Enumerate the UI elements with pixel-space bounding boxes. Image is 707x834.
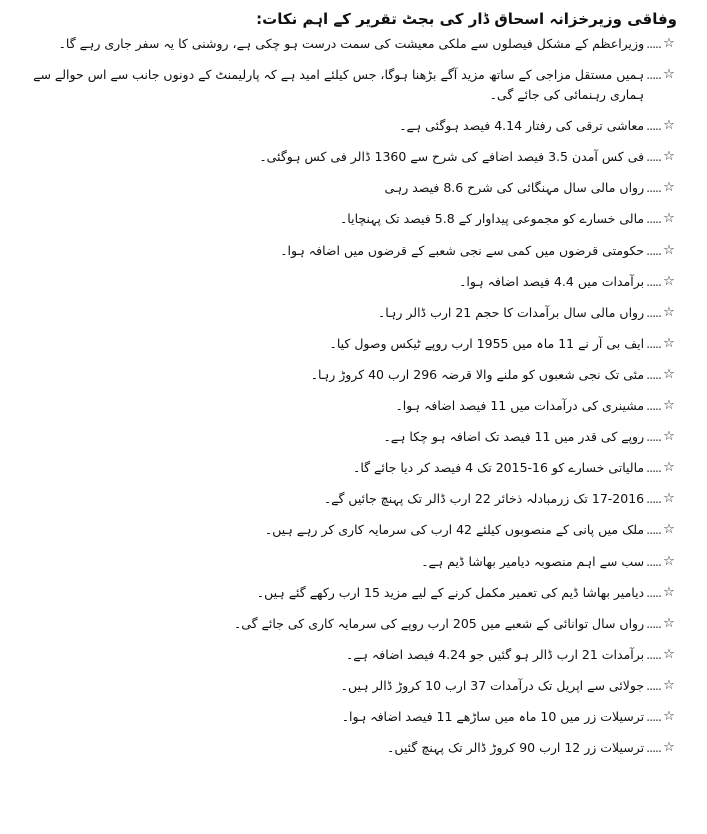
dot-leader: ..... (646, 708, 661, 724)
point-text: برآمدات میں 4.4 فیصد اضافہ ہوا۔ (459, 273, 645, 289)
list-item (14, 65, 677, 105)
list-item (14, 303, 677, 323)
point-text: مئی تک نجی شعبوں کو ملنے والا قرضہ 296 ارب 40 کروڑ رہا۔ (310, 366, 645, 382)
list-item (14, 209, 677, 229)
list-item (14, 334, 677, 354)
point-text: مالی خسارے کو مجموعی پیداوار کے 5.8 فیصد تک پہنچایا۔ (339, 211, 645, 227)
point-text: ایف بی آر نے 11 ماہ میں 1955 ارب روپے ٹیکس وصول کیا۔ (329, 335, 645, 351)
point-text: ملک میں پانی کے منصوبوں کیلئے 42 ارب کی سرمایہ کاری کر رہے ہیں۔ (264, 522, 645, 538)
star-outline-icon: ☆ (663, 335, 675, 351)
dot-leader: ..... (646, 522, 661, 538)
point-text: حکومتی قرضوں میں کمی سے نجی شعبے کے قرضوں میں اضافہ ہوا۔ (280, 242, 645, 258)
point-text: مالیاتی خسارے کو 16-2015 تک 4 فیصد کر دیا جائے گا۔ (353, 460, 645, 476)
dot-leader: ..... (646, 242, 661, 258)
dot-leader: ..... (646, 118, 661, 134)
star-outline-icon: ☆ (663, 491, 675, 507)
dot-leader: ..... (646, 180, 661, 196)
key-points-list (14, 34, 677, 758)
star-outline-icon: ☆ (663, 398, 675, 414)
point-text: رواں مالی سال برآمدات کا حجم 21 ارب ڈالر رہا۔ (377, 304, 645, 320)
dot-leader: ..... (646, 491, 661, 507)
point-text: جولائی سے اپریل تک درآمدات 37 ارب 10 کروڑ ڈالر ہیں۔ (340, 677, 645, 693)
list-item (14, 365, 677, 385)
list-item (14, 396, 677, 416)
dot-leader: ..... (646, 584, 661, 600)
star-outline-icon: ☆ (663, 708, 675, 724)
point-text: فی کس آمدن 3.5 فیصد اضافے کی شرح سے 1360 ڈالر فی کس ہوگئی۔ (259, 149, 645, 165)
document-heading: وفاقی وزیرخزانہ اسحاق ڈار کی بجٹ تقریر کے اہم نکات: (256, 10, 677, 28)
dot-leader: ..... (646, 615, 661, 631)
star-outline-icon: ☆ (663, 615, 675, 631)
list-item (14, 241, 677, 261)
star-outline-icon: ☆ (663, 211, 675, 227)
star-outline-icon: ☆ (663, 584, 675, 600)
list-item (14, 552, 677, 572)
dot-leader: ..... (646, 429, 661, 445)
list-item (14, 272, 677, 292)
list-item (14, 614, 677, 634)
star-outline-icon: ☆ (663, 149, 675, 165)
list-item (14, 520, 677, 540)
list-item (14, 147, 677, 167)
star-outline-icon: ☆ (663, 36, 675, 51)
star-outline-icon: ☆ (663, 304, 675, 320)
list-item (14, 707, 677, 727)
star-outline-icon: ☆ (663, 740, 675, 756)
star-outline-icon: ☆ (663, 522, 675, 538)
dot-leader: ..... (646, 646, 661, 662)
dot-leader: ..... (646, 460, 661, 476)
dot-leader: ..... (646, 398, 661, 414)
star-outline-icon: ☆ (663, 677, 675, 693)
point-text: وزیراعظم کے مشکل فیصلوں سے ملکی معیشت کی سمت درست ہو چکی ہے، روشنی کا یہ سفر جاری رہے گا۔ (58, 36, 645, 51)
point-text: دیامیر بھاشا ڈیم کی تعمیر مکمل کرنے کے لیے مزید 15 ارب رکھے گئے ہیں۔ (256, 584, 645, 600)
list-item (14, 178, 677, 198)
point-text: ترسیلات زر میں 10 ماہ میں ساڑھے 11 فیصد اضافہ ہوا۔ (341, 708, 645, 724)
star-outline-icon: ☆ (663, 460, 675, 476)
dot-leader: ..... (646, 366, 661, 382)
list-item (14, 645, 677, 665)
point-text: معاشی ترقی کی رفتار 4.14 فیصد ہوگئی ہے۔ (399, 118, 645, 134)
point-text: ترسیلات زر 12 ارب 90 کروڑ ڈالر تک پہنچ گئیں۔ (387, 740, 645, 756)
point-text: روپے کی قدر میں 11 فیصد تک اضافہ ہو چکا ہے۔ (383, 429, 645, 445)
dot-leader: ..... (646, 273, 661, 289)
dot-leader: ..... (646, 211, 661, 227)
star-outline-icon: ☆ (663, 646, 675, 662)
list-item (14, 583, 677, 603)
point-text: ہمیں مستقل مزاجی کے ساتھ مزید آگے بڑھنا ہوگا، جس کیلئے امید ہے کہ پارلیمنٹ کے دونوں جانب سے اس حوالے سے ہماری رہنمائی کی جائے گی۔ (33, 67, 645, 103)
point-text: مشینری کی درآمدات میں 11 فیصد اضافہ ہوا۔ (395, 398, 645, 414)
dot-leader: ..... (646, 677, 661, 693)
dot-leader: ..... (646, 304, 661, 320)
point-text: رواں مالی سال مہنگائی کی شرح 8.6 فیصد رہی (384, 180, 645, 196)
point-text: 17-2016 تک زرمبادلہ ذخائر 22 ارب ڈالر تک پہنچ جائیں گے۔ (323, 491, 645, 507)
dot-leader: ..... (646, 335, 661, 351)
star-outline-icon: ☆ (663, 429, 675, 445)
star-outline-icon: ☆ (663, 242, 675, 258)
star-outline-icon: ☆ (663, 180, 675, 196)
point-text: برآمدات 21 ارب ڈالر ہو گئیں جو 4.24 فیصد اضافہ ہے۔ (345, 646, 645, 662)
list-item (14, 427, 677, 447)
point-text: سب سے اہم منصوبہ دیامیر بھاشا ڈیم ہے۔ (421, 553, 645, 569)
dot-leader: ..... (646, 553, 661, 569)
star-outline-icon: ☆ (663, 273, 675, 289)
dot-leader: ..... (646, 67, 661, 83)
dot-leader: ..... (646, 149, 661, 165)
star-outline-icon: ☆ (663, 118, 675, 134)
star-outline-icon: ☆ (663, 67, 675, 83)
list-item (14, 34, 677, 54)
list-item (14, 676, 677, 696)
star-outline-icon: ☆ (663, 366, 675, 382)
star-outline-icon: ☆ (663, 553, 675, 569)
list-item (14, 458, 677, 478)
list-item (14, 116, 677, 136)
dot-leader: ..... (646, 36, 661, 51)
dot-leader: ..... (646, 740, 661, 756)
list-item (14, 489, 677, 509)
point-text: رواں سال توانائی کے شعبے میں 205 ارب روپے کی سرمایہ کاری کی جائے گی۔ (233, 615, 645, 631)
list-item (14, 738, 677, 758)
